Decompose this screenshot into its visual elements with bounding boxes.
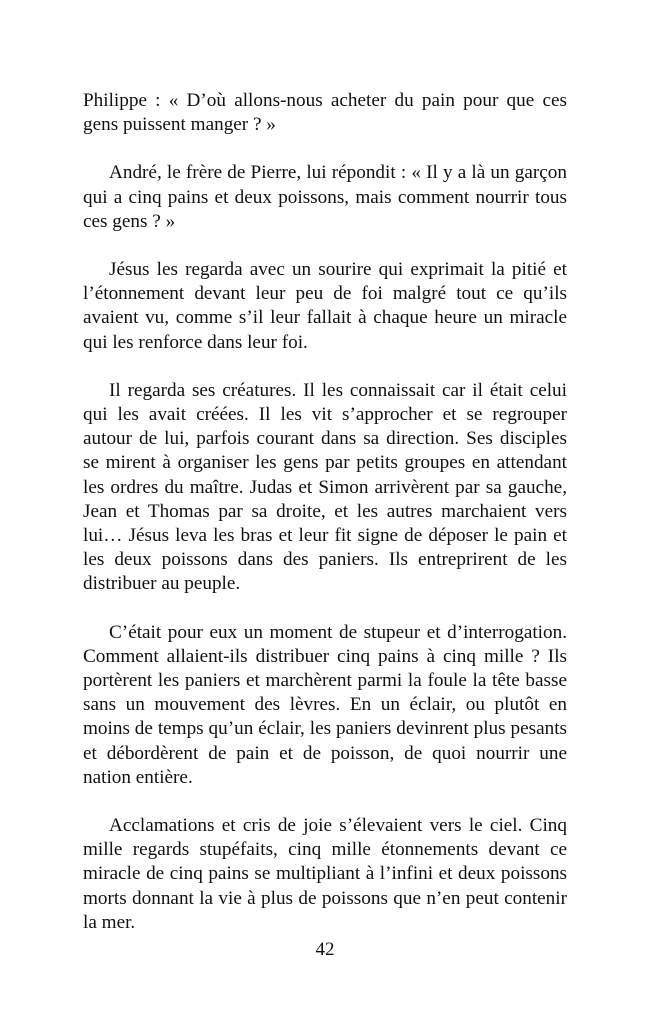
paragraph-5: C’était pour eux un moment de stupeur et d’interrogation. Comment allaient-ils distribuer cinq pains à cinq mille ? Ils portèrent les paniers et marchèrent parmi la foule la tête basse sans un mouvement des lèvres. En un éclair, ou plutôt en moins de temps qu’un éclair, les paniers devinrent plus pesants et débordèrent de pain et de poisson, de quoi nourrir une nation entière. — [83, 621, 567, 788]
paragraph-6: Acclamations et cris de joie s’élevaient vers le ciel. Cinq mille regards stupéfaits, cinq mille étonnements devant ce miracle de cinq pains se multipliant à l’infini et deux poissons morts donnant la vie à plus de poissons que n’en peut contenir la mer. — [83, 815, 567, 933]
paragraph-4: Il regarda ses créatures. Il les connaissait car il était celui qui les avait créées. Il les vit s’approcher et se regrouper autour de lui, parfois courant dans sa direction. Ses disciples se mirent à organiser les gens par petits groupes en attendant les ordres du maître. Judas et Simon arrivèrent par sa gauche, Jean et Thomas par sa droite, et les autres marchaient vers lui… Jésus leva les bras et leur fit signe de déposer le pain et les deux poissons dans des paniers. Ils entreprirent de les distribuer au peuple. — [83, 379, 567, 595]
page-body — [83, 89, 567, 959]
paragraph-3: Jésus les regarda avec un sourire qui exprimait la pitié et l’étonnement devant leur peu de foi malgré tout ce qu’ils avaient vu, comme s’il leur fallait à chaque heure un miracle qui les renforce dans leur foi. — [83, 259, 567, 353]
paragraph-2: André, le frère de Pierre, lui répondit : « Il y a là un garçon qui a cinq pains et deux poissons, mais comment nourrir tous ces gens ? » — [83, 162, 567, 232]
paragraph-1: Philippe : « D’où allons-nous acheter du pain pour que ces gens puissent manger ? » — [83, 90, 567, 136]
page-number: 42 — [315, 939, 335, 960]
